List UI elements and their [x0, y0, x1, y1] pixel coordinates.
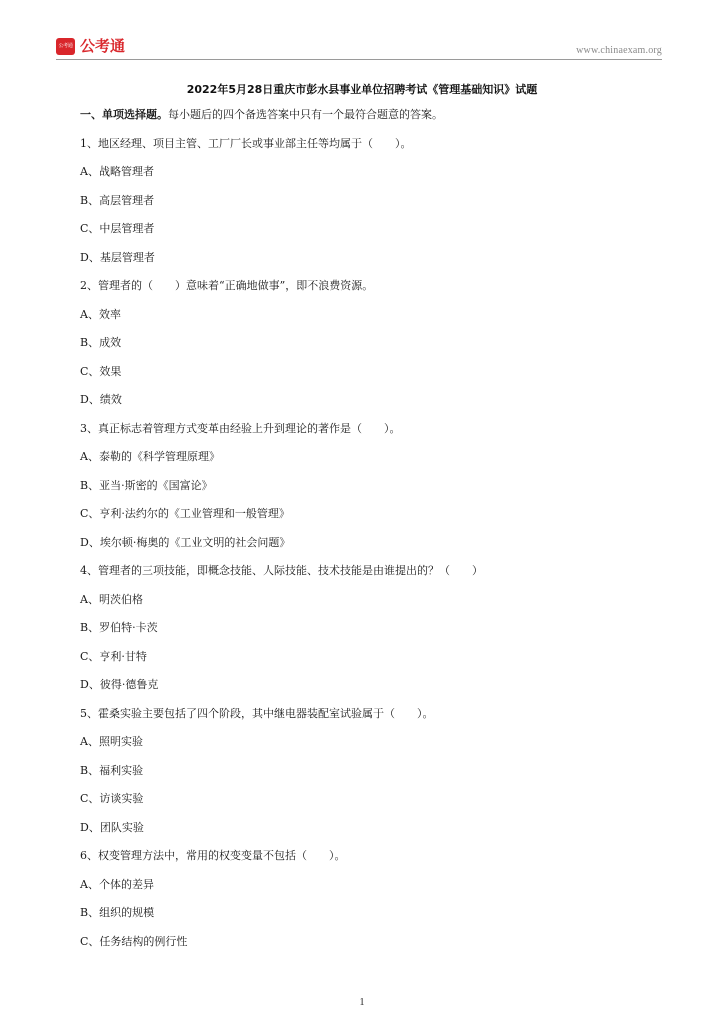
- answer-option: D、彼得·德鲁克: [80, 678, 159, 691]
- answer-option: D、基层管理者: [80, 250, 155, 264]
- question-stem: 2、管理者的（ ）意味着“正确地做事”，即不浪费资源。: [80, 279, 374, 292]
- answer-option: A、明茨伯格: [80, 592, 143, 606]
- brand-logo[interactable]: [56, 37, 125, 55]
- answer-option: B、组织的规模: [80, 906, 155, 919]
- question-stem: 5、霍桑实验主要包括了四个阶段，其中继电器装配室试验属于（ ）。: [80, 706, 434, 720]
- answer-option: C、访谈实验: [80, 792, 144, 805]
- answer-option: C、任务结构的例行性: [80, 934, 188, 948]
- answer-option: C、亨利·法约尔的《工业管理和一般管理》: [80, 507, 290, 520]
- page-number: 1: [359, 997, 365, 1008]
- answer-option: B、亚当·斯密的《国富论》: [80, 478, 213, 492]
- answer-option: A、泰勒的《科学管理原理》: [80, 450, 220, 463]
- answer-option: B、高层管理者: [80, 193, 155, 207]
- answer-option: A、战略管理者: [80, 165, 154, 178]
- site-url-link[interactable]: www.chinaexam.org: [576, 45, 662, 56]
- logo-text: 公考通: [80, 37, 126, 55]
- answer-option: A、效率: [80, 307, 121, 321]
- answer-option: D、埃尔顿·梅奥的《工业文明的社会问题》: [80, 535, 291, 549]
- question-stem: 3、真正标志着管理方式变革由经验上升到理论的著作是（ ）。: [80, 421, 401, 435]
- answer-option: C、效果: [80, 364, 122, 378]
- answer-option: C、中层管理者: [80, 222, 155, 235]
- page-header: [56, 36, 662, 58]
- section-lead: 一、单项选择题。: [80, 108, 168, 121]
- question-stem: 1、地区经理、项目主管、工厂厂长或事业部主任等均属于（ ）。: [80, 136, 412, 150]
- section-instruction: 每小题后的四个备选答案中只有一个最符合题意的答案。: [168, 108, 443, 121]
- answer-option: D、团队实验: [80, 820, 144, 834]
- section-heading: [80, 101, 660, 130]
- answer-option: B、福利实验: [80, 763, 144, 777]
- document-body: [80, 101, 660, 956]
- header-divider: [56, 59, 662, 60]
- logo-badge-icon: 公考通: [56, 38, 75, 55]
- answer-option: B、罗伯特·卡茨: [80, 621, 158, 634]
- answer-option: A、个体的差异: [80, 877, 154, 891]
- document-title: 2022年5月28日重庆市彭水县事业单位招聘考试《管理基础知识》试题: [186, 83, 538, 96]
- answer-option: D、绩效: [80, 393, 122, 406]
- answer-option: C、亨利·甘特: [80, 649, 147, 663]
- question-stem: 6、权变管理方法中，常用的权变变量不包括（ ）。: [80, 849, 346, 862]
- answer-option: B、成效: [80, 336, 122, 349]
- question-stem: 4、管理者的三项技能，即概念技能、人际技能、技术技能是由谁提出的？（ ）: [80, 564, 483, 577]
- answer-option: A、照明实验: [80, 735, 143, 748]
